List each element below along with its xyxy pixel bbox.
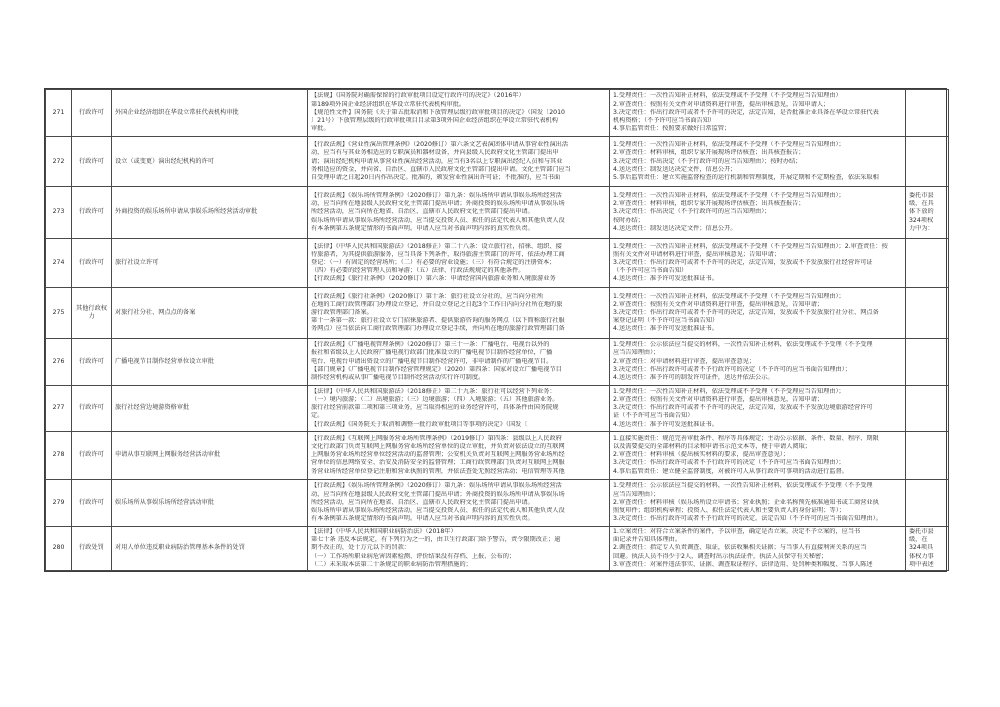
- legal-basis-line: 务营业场所经营单位登记注册和营业执照的管理，并依法查处无照经营活动；电信管理等其他: [311, 467, 565, 475]
- responsibility-line: 2.调查责任：指定专人负责调查、取证，依法收集相关证据；与当事人有直接利害关系的应当: [613, 544, 867, 552]
- responsibility-line: 证（不予许可应当书面告知）: [613, 412, 694, 420]
- legal-basis-line: 自受理申请之日起20日内作出决定。批准的，颁发营业性演出许可证；不批准的，应当书面: [311, 173, 561, 181]
- responsibility-line: 3.审查责任：对案件违法事实、证据、调查取证程序、法律适用、处罚种类和幅度、当事人陈述: [613, 560, 873, 568]
- power-category: 行政许可: [72, 136, 112, 186]
- legal-basis-cell: [308, 338, 610, 385]
- legal-basis-line: 【法律】《中华人民共和国职业病防治法》（2018年）: [311, 527, 457, 535]
- responsibility-line: 1.受理责任：一次性告知补正材料，依法受理或不予受理（不予受理应当告知理由）；: [613, 387, 845, 395]
- legal-basis-line: 登记：（一）有固定的经营场所；（二）有必要的营业设施；（三）有符合规定的注册资本；: [311, 258, 556, 266]
- remark-line: 体下放的: [909, 208, 934, 216]
- responsibility-line: 面记录并告知具体理由。: [613, 536, 682, 544]
- responsibility-cell: [610, 187, 906, 238]
- remark-line: 324项具: [909, 544, 934, 552]
- power-category: 行政处罚: [72, 526, 112, 570]
- legal-basis-line: 【法规】《国务院对确需保留的行政审批项目设定行政许可的决定》（2016年）: [311, 92, 525, 100]
- legal-basis-line: 报社和省级以上人民政府广播电视行政部门批准设立的广播电视节目制作经营单位，广播: [311, 349, 553, 357]
- power-item-name: 外商投资的娱乐场所申请从事娱乐场所经营活动审批: [112, 187, 308, 238]
- responsibility-cell: [610, 288, 906, 338]
- remark-cell: [906, 480, 949, 527]
- responsibility-line: 3.决定责任：作出决定（不予行政许可的应当告知理由）；按时办结；: [613, 157, 802, 165]
- legal-basis-cell: [308, 136, 610, 186]
- legal-basis-line: 【部门规章】《广播电视节目制作经营管理规定》（2020）第四条：国家对设立广播电视节目: [311, 365, 562, 373]
- responsibility-line: 4.事后监管责任：建立健全监督制度，对被许可人从事行政许可事项的活动进行监督。: [613, 467, 848, 475]
- remark-line: 委托市县: [909, 192, 934, 200]
- remark-cell: [906, 238, 949, 288]
- responsibility-cell: [610, 526, 906, 570]
- legal-basis-line: 游行政管理部门备案。: [311, 309, 373, 316]
- legal-basis-cell: [308, 480, 610, 527]
- responsibility-line: 以及需要提交的全部材料的目录和申请书示范文本等，便于申请人阅取；: [613, 443, 811, 451]
- legal-basis-line: 第七十条 违反本法规定，有下列行为之一的，由卫生行政部门给予警告，责令限期改正；逾: [311, 536, 561, 544]
- responsibility-cell: [610, 136, 906, 186]
- responsibility-line: 案登记证明（不予许可应当书面告知）: [613, 317, 719, 325]
- responsibility-line: 1.立案责任：对符合立案条件的案件，予以审查，确定是否立案，决定不予立案的，应当书: [613, 527, 861, 535]
- table-row: [46, 385, 949, 431]
- legal-basis-line: 【规范性文件】国务院《关于第五批取消和下放管理层级行政审批项目的决定》（国发〔2010: [311, 108, 565, 116]
- table-row: [46, 90, 949, 137]
- responsibility-line: 3.决定责任：作出决定（不予行政许可的应当告知理由）；: [613, 208, 771, 216]
- row-number: 272: [46, 136, 72, 186]
- row-number: 276: [46, 338, 72, 385]
- table-row: [46, 187, 949, 238]
- responsibility-line: 照有关文件对申请材料进行审查，提出审核意见；告知申请；: [613, 250, 781, 258]
- table-row: [46, 238, 949, 288]
- table-body: [46, 90, 949, 571]
- responsibility-line: 1.受理责任：公示依法应当提交的材料，一次性告知补正材料，依法受理或不予受理（不予受理: [613, 482, 873, 490]
- responsibility-line: 5.事后监管责任：建立实施监督检查的运行机制和管理制度，开展定期和不定期检查，依法采取相: [613, 173, 879, 181]
- power-item-name: 外国企业经济组织在华设立常驻代表机构审批: [112, 90, 308, 137]
- responsibility-line: 2.审查责任：对申请材料进行审查，提出审查意见；: [613, 357, 756, 365]
- table-row: [46, 338, 949, 385]
- responsibility-line: 1.受理责任：一次性告知补正材料，依法受理或不予受理（不予受理应当告知理由）；: [613, 192, 845, 200]
- table-row: [46, 288, 949, 338]
- legal-basis-line: 期不改正的，处十万元以下的罚款：: [311, 544, 410, 552]
- row-number: 277: [46, 385, 72, 431]
- remark-cell: [906, 187, 949, 238]
- table-row: [46, 136, 949, 186]
- power-category: 行政许可: [72, 90, 112, 137]
- legal-basis-line: 【行政法规】《旅行社条例》（2020修订）第十条：旅行社设立分社的，应当向分社所: [311, 292, 544, 300]
- responsibility-line: 2.审查责任：材料审核，组织专家开展现场评估核查；出具核查报告；: [613, 200, 805, 208]
- legal-basis-line: （一）工作场所职业病危害因素检测、评价结果没有存档、上报、公布的；: [311, 552, 516, 560]
- legal-basis-line: （一）境内旅游；（二）出境旅游；（三）边境旅游；（四）入境旅游；（五）其他旅游业务。: [311, 395, 559, 403]
- legal-basis-line: 电台、电视台申请出资设立的广播电视节目制作经营许可，非申请制作的广播电视节目。: [311, 357, 553, 365]
- power-item-name: 广播电视节目制作经营单位设立审批: [112, 338, 308, 385]
- responsibility-line: 3.决定责任：作出行政许可或者不予行政许可的决定，法定告知（不予许可的应当书面告知理由）。: [613, 515, 882, 523]
- responsibility-line: 1.直接实施责任：规范完善审批条件、程序等具体规定；主动公示依据、条件、数量、程序、期限: [613, 434, 879, 442]
- row-number: 278: [46, 431, 72, 479]
- legal-basis-line: 动，应当向所在地县级人民政府文化主管部门提出申请；外商投资的娱乐场所申请从事娱乐场: [311, 490, 565, 498]
- legal-basis-line: 审批。: [311, 125, 330, 133]
- legal-basis-line: 制作经营机构或从事广播电视节目制作经营活动实行许可制度。: [311, 374, 485, 382]
- legal-basis-line: 【行政法规】《营业性演出管理条例》（2020修订）第六条文艺表演团体申请从事营业性演出活: [311, 141, 569, 149]
- responsibility-line: 1.受理责任：一次性告知补正材料，依法受理或不予受理（不予受理应当告知理由）: [613, 92, 842, 100]
- legal-basis-line: 娱乐场所申请从事娱乐场所经营活动，应当提交投资人员、拟任的法定代表人和其他负责人没: [311, 507, 565, 515]
- responsibility-line: 4.送达责任：准予许可的制发许可证件，送达并依法公示。: [613, 374, 774, 382]
- responsibility-line: 3.决定责任：作出行政许可或者不予行政许可的决定（不予许可应当书面告知理由）；: [613, 459, 845, 467]
- responsibility-line: 2.审查责任：材料审核（提出核实材料的要求，提出审查意见）；: [613, 451, 790, 459]
- responsibility-line: （不予许可应当书面告知）: [613, 267, 688, 275]
- remark-line: 级，在具: [909, 200, 934, 208]
- responsibility-line: 1.受理责任：一次性告知补正材料，依法受理或不予受理（不予受理应当告知理由）；: [613, 141, 845, 149]
- legal-basis-line: 第十一条第一款：旅行社设立专门招徕旅游者、提供旅游咨询的服务网点（以下简称旅行社服: [311, 317, 565, 325]
- power-category: 行政许可: [72, 187, 112, 238]
- legal-basis-line: 务相适应的资金，并向省、自治区、直辖市人民政府文化主管部门提出申请。文化主管部门应当: [311, 165, 571, 173]
- remark-cell: [906, 526, 949, 570]
- power-item-name: 设立（或变更）演出经纪机构的许可: [112, 136, 308, 186]
- remark-line: 委托市县: [909, 527, 934, 535]
- legal-basis-line: 【行政法规】《国务院关于取消和调整一批行政审批项目等事项的决定》（国发〔: [311, 420, 528, 428]
- responsibility-line: 2.审查责任：材料审核（娱乐场所设立申请书；营业执照；企业名称预先核准通知书或工商营业执: [613, 498, 879, 506]
- legal-basis-line: 旅行社经营前款第二项和第三项业务，应当取得相应的业务经营许可，具体条件由国务院规: [311, 404, 559, 412]
- responsibility-line: 机构资格；（不予许可应当书面告知）: [613, 117, 716, 125]
- responsibility-line: 回避。执法人员不得少于2人，调查时出示执法证件，执法人员保守有关秘密；: [613, 552, 828, 560]
- power-item-name: 对旅行社分社、网点点的备案: [112, 288, 308, 338]
- row-number: 274: [46, 238, 72, 288]
- legal-basis-line: 务网点）应当依法向工商行政管理部门办理设立登记手续，并向所在地的旅游行政管理部门备: [311, 325, 565, 333]
- legal-basis-line: 有本条例第五条规定情形的书面声明。申请人应当对书面声明内容的真实性负责。: [311, 515, 534, 523]
- responsibility-line: 2.审查责任：按照有关文件对申请资料进行审查，提出审核意见，告知申请；: [613, 300, 824, 308]
- legal-basis-line: 在地的工商行政管理部门办理设立登记，并自设立登记之日起3个工作日内向分社所在地的旅: [311, 300, 563, 308]
- legal-basis-line: 【法律】《中华人民共和国旅游法》（2018修正）第二十九条：旅行社可以经营下列业务：: [311, 387, 556, 395]
- responsibility-line: 1.受理责任：一次性告知补正材料，依法受理或不予受理（不予受理应当告知理由）；: [613, 292, 845, 300]
- power-category: 行政许可: [72, 480, 112, 527]
- remark-cell: [906, 385, 949, 431]
- row-number: 273: [46, 187, 72, 238]
- legal-basis-line: 动，应当向所在地县级人民政府文化主管部门提出申请；外商投资的娱乐场所申请从事娱乐场: [311, 200, 565, 208]
- legal-basis-line: 营单位的信息网络安全、治安及消防安全的监督管理；工商行政管理部门负责对互联网上网服: [311, 459, 565, 467]
- responsibility-line: 2.审查责任：按照有关文件对申请资料进行审查，提出审核意见，告知申请人；: [613, 100, 830, 108]
- legal-basis-line: 请；演出经纪机构申请从事营业性演出经营活动，应当有3名以上专职演出经纪人员和与其业: [311, 157, 563, 165]
- legal-basis-line: 【行政法规】《旅行社条例》（2020修订）第六条：申请经营国内旅游业务和入境旅游业务: [311, 275, 556, 283]
- responsibility-line: 4.送达责任：准予许可发送批准证书。: [613, 325, 718, 333]
- responsibility-line: 3.决定责任：作出行政许可或者不予许可的决定，法定告知，发放或不予发放旅行社分社、网点备: [613, 309, 879, 316]
- remark-line: 体权力事: [909, 552, 934, 560]
- responsibility-cell: [610, 431, 906, 479]
- responsibility-line: 4.送达责任：准予许可发送批准证书。: [613, 420, 718, 428]
- responsibility-line: 4.事后监管责任：按照要求做好日常监管；: [613, 125, 731, 133]
- responsibility-cell: [610, 238, 906, 288]
- responsibility-line: 3.决定责任：作出行政许可或者不予许可的决定，法定告知，是否批准企业具备在华设立常驻代表: [613, 108, 879, 116]
- responsibility-line: 2.审查责任：材料审核，组织专家开展现场评估核查；出具核查报告；: [613, 149, 805, 157]
- legal-basis-line: 【行政法规】《娱乐场所管理条例》（2020修订）第九条：娱乐场所申请从事娱乐场所经营活: [311, 482, 562, 490]
- legal-basis-cell: [308, 288, 610, 338]
- responsibility-line: 1.受理责任：一次性告知补正材料，依法受理或不予受理（不予受理应当告知理由）；2.审查责任：按: [613, 242, 888, 250]
- responsibility-line: 3.决定责任：作出行政许可或者不予许可的决定，法定告知，发放或不予发放旅行社经营许可证: [613, 258, 873, 266]
- power-list-table: [45, 89, 949, 571]
- regulation-table-sheet: [44, 88, 947, 572]
- responsibility-line: 1.受理责任：公示依法应当提交的材料，一次性告知补正材料，依法受理或不予受理（不予受理: [613, 341, 873, 349]
- row-number: 275: [46, 288, 72, 338]
- remark-cell: [906, 90, 949, 137]
- legal-basis-line: 【法律】《中华人民共和国旅游法》（2018修正）第二十八条：设立旅行社，招徕、组织、接: [311, 242, 562, 250]
- responsibility-line: 4.送达责任：制发送达决定文件；信息公开。: [613, 224, 737, 232]
- power-category: 其他行政权力: [72, 288, 112, 338]
- legal-basis-line: 〕21号）下放管理层级的行政审批项目目录第3项外国企业经济组织在华设立常驻代表机构: [311, 117, 558, 125]
- remark-line: 项中表述: [909, 560, 934, 568]
- legal-basis-line: 待旅游者，为其提供旅游服务，应当具备下列条件，取得旅游主管部门的许可，依法办理工商: [311, 250, 565, 258]
- legal-basis-line: 动，应当有与其业务相适应的专职演员和器材设备，并向县级人民政府文化主管部门提出申: [311, 149, 559, 157]
- legal-basis-line: 定。: [311, 412, 324, 420]
- power-category: 行政许可: [72, 238, 112, 288]
- remark-cell: [906, 338, 949, 385]
- table-row: [46, 526, 949, 570]
- responsibility-line: 按时办结；: [613, 216, 644, 224]
- legal-basis-line: （二）未采取本法第二十条规定的职业病防治管理措施的；: [311, 560, 472, 568]
- responsibility-cell: [610, 90, 906, 137]
- responsibility-line: 3.决定责任：作出行政许可或者不予行政许可的决定（不予许可的应当书面告知理由）；: [613, 365, 851, 373]
- legal-basis-cell: [308, 90, 610, 137]
- legal-basis-line: 所经营活动，应当向所在地省、自治区、直辖市人民政府文化主管部门提出申请。: [311, 208, 534, 216]
- row-number: 271: [46, 90, 72, 137]
- responsibility-line: 4.送达责任：制发送达决定文件，信息公开；: [613, 165, 737, 173]
- power-item-name: 旅行社经营边境游资格审批: [112, 385, 308, 431]
- power-item-name: 申请从事互联网上网服务经营活动审批: [112, 431, 308, 479]
- responsibility-line: 照复印件；组织机构章程；投资人、拟任法定代表人和主要负责人的身份证明；等）；: [613, 507, 846, 515]
- legal-basis-line: 文化行政部门负责互联网上网服务营业场所经营单位的设立审批，并负责对依法设立的互联网: [311, 443, 565, 451]
- legal-basis-cell: [308, 187, 610, 238]
- remark-cell: [906, 288, 949, 338]
- legal-basis-line: 第189项外国企业经济组织在华设立常驻代表机构审批。: [311, 100, 466, 108]
- legal-basis-line: 【行政法规】《娱乐场所管理条例》（2020修订）第九条：娱乐场所申请从事娱乐场所经营活: [311, 192, 562, 200]
- legal-basis-cell: [308, 238, 610, 288]
- responsibility-line: 应当告知理由）；: [613, 490, 660, 498]
- row-number: 280: [46, 526, 72, 570]
- legal-basis-line: 娱乐场所申请从事娱乐场所经营活动，应当提交投资人员、拟任的法定代表人和其他负责人没: [311, 216, 565, 224]
- power-category: 行政许可: [72, 431, 112, 479]
- responsibility-line: 4.送达责任：准予许可发送批准证书。: [613, 275, 718, 283]
- power-item-name: 对用人单位违反职业病防治管理基本条件的处罚: [112, 526, 308, 570]
- responsibility-cell: [610, 480, 906, 527]
- remark-line: 级，在: [909, 536, 928, 544]
- legal-basis-cell: [308, 431, 610, 479]
- power-item-name: 娱乐场所从事娱乐场所经营活动审批: [112, 480, 308, 527]
- power-category: 行政许可: [72, 338, 112, 385]
- responsibility-line: 2.审查责任：按照有关文件对申请资料进行审查，提出审核意见，告知申请；: [613, 395, 824, 403]
- row-number: 279: [46, 480, 72, 527]
- remark-cell: [906, 431, 949, 479]
- power-category: 行政许可: [72, 385, 112, 431]
- legal-basis-line: 【行政法规】《互联网上网服务营业场所管理条例》（2019修订）第四条：县级以上人民政府: [311, 434, 562, 442]
- remark-line: 324项权: [909, 216, 934, 224]
- legal-basis-cell: [308, 526, 610, 570]
- legal-basis-line: 【行政法规】《广播电视管理条例》（2020修订）第三十一条：广播电台、电视台以外的: [311, 341, 550, 349]
- power-item-name: 旅行社设立许可: [112, 238, 308, 288]
- remark-cell: [906, 136, 949, 186]
- legal-basis-line: 有本条例第五条规定情形的书面声明。申请人应当对书面声明内容的真实性负责。: [311, 224, 534, 232]
- legal-basis-cell: [308, 385, 610, 431]
- responsibility-cell: [610, 338, 906, 385]
- table-row: [46, 480, 949, 527]
- responsibility-line: 应当告知理由）；: [613, 349, 660, 357]
- legal-basis-line: 上网服务营业场所经营单位经营活动的监督管理；公安机关负责对互联网上网服务营业场所经: [311, 451, 565, 459]
- remark-line: 力中为：: [909, 224, 934, 232]
- responsibility-line: 3.决定责任：作出行政许可或者不予许可的决定，法定告知，发放或不予发放边境旅游经营许可: [613, 404, 873, 412]
- legal-basis-line: （四）有必要的经营管理人员和导游；（五）法律、行政法规规定的其他条件。: [311, 267, 525, 275]
- table-row: [46, 431, 949, 479]
- legal-basis-line: 所经营活动，应当向所在地省、自治区、直辖市人民政府文化主管部门提出申请。: [311, 498, 534, 506]
- responsibility-cell: [610, 385, 906, 431]
